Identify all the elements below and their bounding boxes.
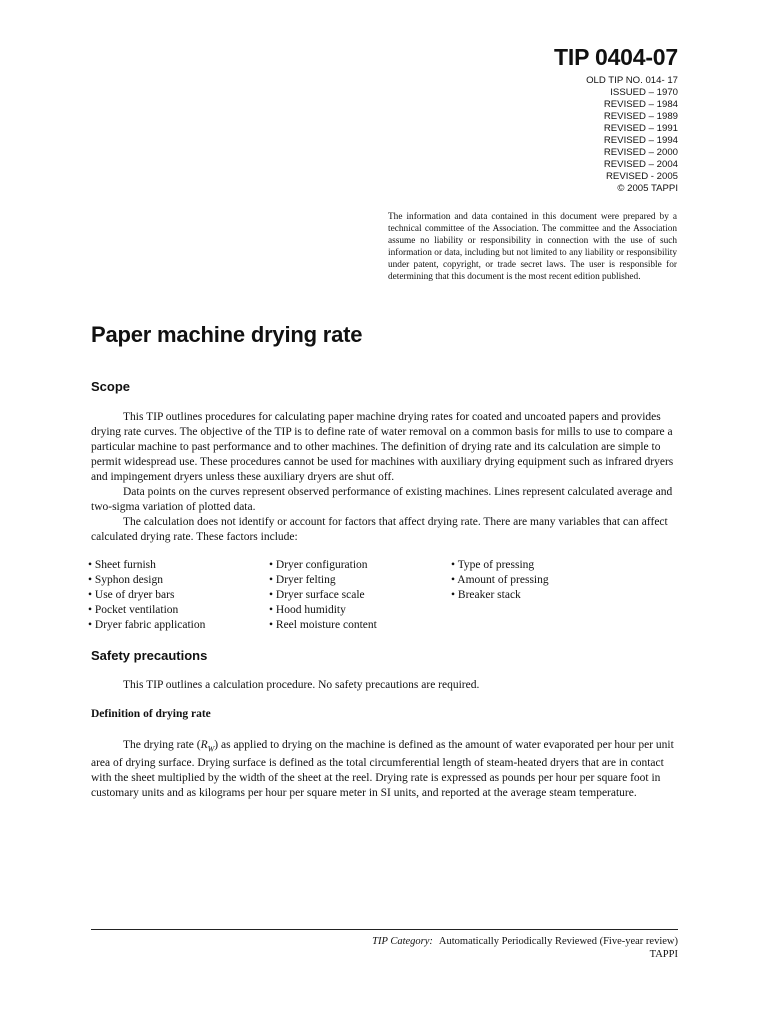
- definition-paragraph: [91, 738, 677, 801]
- list-item: • Amount of pressing: [451, 574, 549, 586]
- list-item: • Hood humidity: [269, 604, 346, 616]
- scope-paragraph: Data points on the curves represent observed performance of existing machines. Lines represent calculated average and two-sigma variation of plotted data.: [91, 486, 673, 513]
- list-item: • Reel moisture content: [269, 619, 377, 631]
- history-line: ISSUED – 1970: [610, 87, 678, 98]
- footer-publisher: TAPPI: [649, 949, 678, 960]
- revision-history: [478, 75, 678, 195]
- definition-text-end: ) as applied to drying on the machine is defined as the amount of water evaporated per hour per unit area of drying surface. Drying surface is defined as the total circumferential length of steam-heated dryers that are in contact with the sheet multiplied by the width of the sheet at the reel. Drying rate is expressed as pounds per hour per square foot in customary units and as kilograms per hour per square meter in SI units, and reported at the average steam temperature.: [91, 739, 674, 800]
- symbol-letter: R: [200, 739, 208, 751]
- definition-heading: Definition of drying rate: [91, 708, 211, 720]
- list-item: • Dryer configuration: [269, 559, 368, 571]
- category-label: TIP Category:: [372, 936, 433, 947]
- history-line: REVISED - 2005: [606, 171, 678, 182]
- safety-heading: Safety precautions: [91, 648, 208, 663]
- list-item: • Type of pressing: [451, 559, 535, 571]
- scope-paragraph: This TIP outlines procedures for calculating paper machine drying rates for coated and uncoated papers and provides drying rate curves. The objective of the TIP is to define rate of water removal on a common basis for mills to use to compare a particular machine to past performance and to other machines. The definition of drying rate and its calculation are simple to permit widespread use. These procedures cannot be used for machines with auxiliary drying equipment such as infrared dryers and impingement dryers unless these auxiliary dryers are shut off.: [91, 411, 674, 483]
- list-item: • Dryer surface scale: [269, 589, 365, 601]
- history-line: REVISED – 1991: [603, 123, 678, 134]
- history-line: REVISED – 1984: [603, 99, 678, 110]
- disclaimer: The information and data contained in this document were prepared by a technical committee of the Association. The committee and the Association assume no liability or responsibility in connection with the use of such information or data, including but not limited to any liability or responsibility under patent, copyright, or trade secret laws. The user is responsible for determining that this document is the most recent edition published.: [388, 212, 677, 282]
- list-item: • Pocket ventilation: [88, 604, 179, 616]
- safety-paragraph: This TIP outlines a calculation procedure. No safety precautions are required.: [123, 679, 480, 691]
- definition-text: [91, 738, 677, 801]
- safety-text: [91, 678, 677, 693]
- scope-text: [91, 410, 677, 545]
- history-line: REVISED – 2004: [603, 159, 678, 170]
- factors-column: [269, 558, 377, 633]
- factors-column: [451, 558, 549, 603]
- history-line: OLD TIP NO. 014- 17: [586, 75, 678, 86]
- list-item: • Dryer fabric application: [88, 619, 206, 631]
- factors-column: [88, 558, 205, 633]
- list-item: • Sheet furnish: [88, 559, 156, 571]
- history-line: REVISED – 1989: [603, 111, 678, 122]
- list-item: • Syphon design: [88, 574, 163, 586]
- page-title: Paper machine drying rate: [91, 322, 363, 347]
- definition-text-start: The drying rate (: [123, 739, 201, 751]
- list-item: • Dryer felting: [269, 574, 336, 586]
- list-item: • Breaker stack: [451, 589, 521, 601]
- drying-rate-symbol: [200, 739, 215, 754]
- category-value: Automatically Periodically Reviewed (Five-year review): [438, 936, 678, 947]
- scope-heading: Scope: [91, 379, 131, 394]
- history-line: REVISED – 1994: [603, 135, 678, 146]
- footer-divider: [91, 929, 678, 930]
- tip-number: TIP 0404-07: [554, 44, 678, 70]
- footer: [278, 935, 678, 961]
- list-item: • Use of dryer bars: [88, 589, 175, 601]
- footer-category: [278, 935, 678, 948]
- history-line: REVISED – 2000: [603, 147, 678, 158]
- scope-paragraph: The calculation does not identify or account for factors that affect drying rate. There are many variables that can affect calculated drying rate. These factors include:: [91, 516, 668, 543]
- symbol-subscript: W: [207, 744, 215, 754]
- copyright-line: © 2005 TAPPI: [617, 183, 678, 194]
